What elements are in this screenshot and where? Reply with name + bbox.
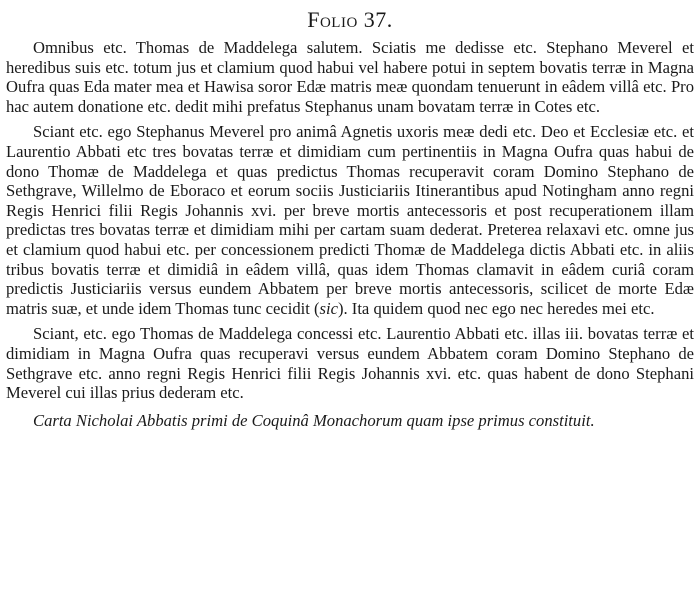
document-page [6, 0, 694, 430]
sic-annotation: sic [319, 298, 338, 318]
paragraph-2-text: Sciant etc. ego Stephanus Meverel pro animâ Agnetis uxoris meæ dedi etc. Deo et Ecclesiæ etc. et Laurentio Abbati etc tres bovatas terræ et dimidiam cum pertinentiis in Magna Oufra quas habui de dono Thomæ de Maddelega et quas predictus Thomas recuperavit coram Domino Stephano de Sethgrave, Willelmo de Eboraco et eorum sociis Justiciariis Itinerantibus apud Notingham anno regni Regis Henrici filii Regis Johannis xvi. per breve mortis antecessoris et post recuperationem illam predictas tres bovatas terræ et dimidiam mihi per cartam suam dederat. Preterea relaxavi etc. omne jus et clamium quod habui etc. per concessionem predicti Thomæ de Maddelega dictis Abbati etc. in aliis tribus bovatis terræ et dimidiâ in eâdem villâ, quas idem Thomas clamavit in eâdem curiâ coram predictis Justiciariis versus eundem Abbatem per breve mortis antecessoris, scilicet de morte Edæ matris suæ, et unde idem Thomas tunc cecidit ( [6, 122, 694, 318]
charter-paragraph-2 [6, 122, 694, 318]
paragraph-2-text-end: ). Ita quidem quod nec ego nec heredes mei etc. [337, 298, 655, 318]
charter-paragraph-3: Sciant, etc. ego Thomas de Maddelega concessi etc. Laurentio Abbati etc. illas iii. bovatas terræ et dimidiam in Magna Oufra quas recuperavi versus eundem Abbatem coram Domino Stephano de Sethgrave etc. anno regni Regis Henrici filii Regis Johannis xvi. etc. quas habent de dono Stephani Meverel cui illas prius dederam etc. [6, 324, 694, 403]
folio-heading: Folio 37. [307, 7, 393, 32]
charter-paragraph-1: Omnibus etc. Thomas de Maddelega salutem. Sciatis me dedisse etc. Stephano Meverel et heredibus suis etc. totum jus et clamium quod habui vel habere potui in septem bovatis terræ in Magna Oufra quas Eda mater mea et Hawisa soror Edæ matris meæ quondam tenuerunt in eâdem villâ etc. Pro hac autem donatione etc. dedit mihi prefatus Stephanus unam bovatam terræ in Cotes etc. [6, 38, 694, 116]
charter-caption: Carta Nicholai Abbatis primi de Coquinâ Monachorum quam ipse primus constituit. [33, 410, 595, 430]
